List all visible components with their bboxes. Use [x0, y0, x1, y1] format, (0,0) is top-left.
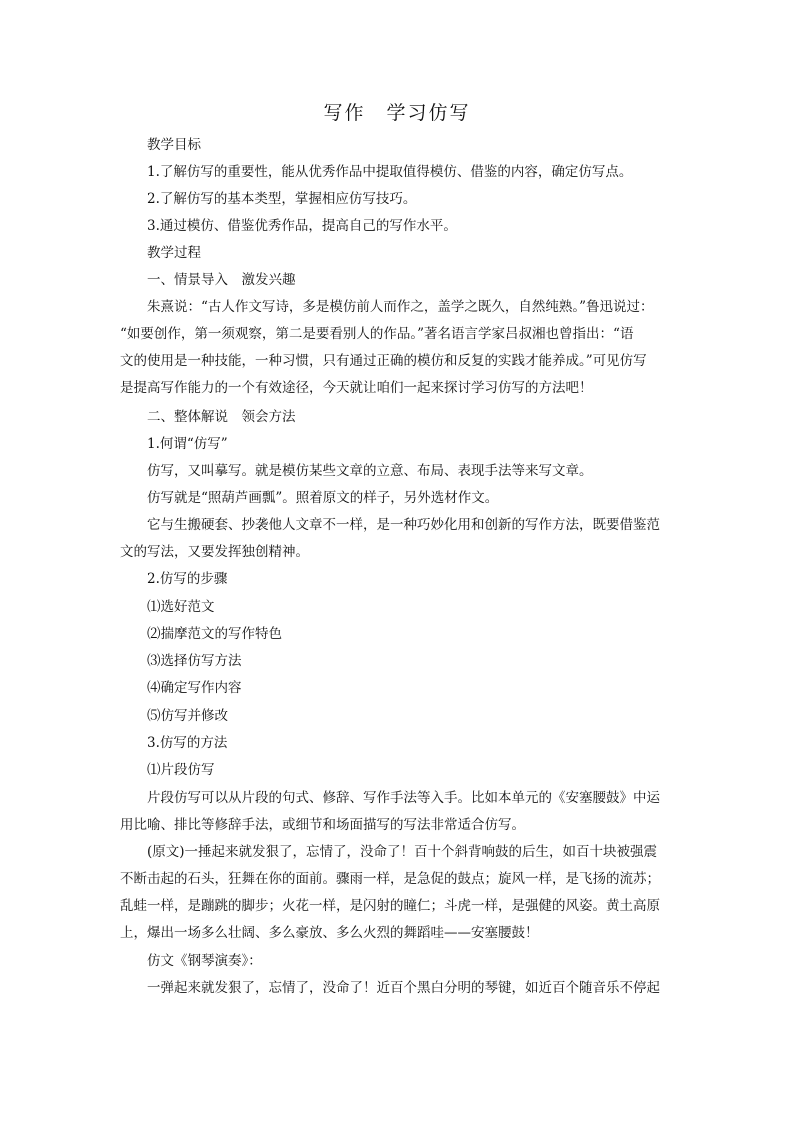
- document-title: 写作 学习仿写: [323, 102, 471, 124]
- section-heading-process: 教学过程: [147, 245, 201, 261]
- objective-item-2: 2.了解仿写的基本类型，掌握相应仿写技巧。: [147, 191, 417, 207]
- paragraph-line: 文的使用是一种技能，一种习惯，只有通过正确的模仿和反复的实践才能养成。”可见仿写: [120, 353, 647, 369]
- step-item-1: ⑴选好范文: [147, 599, 215, 615]
- paragraph-line: 是提高写作能力的一个有效途径，今天就让咱们一起来探讨学习仿写的方法吧！: [120, 380, 593, 396]
- subheading-steps: 2.仿写的步骤: [147, 571, 228, 587]
- step-item-5: ⑸仿写并修改: [147, 708, 228, 724]
- method-item-1: ⑴片段仿写: [147, 762, 215, 778]
- objective-item-3: 3.通过模仿、借鉴优秀作品，提高自己的写作水平。: [147, 218, 457, 234]
- step-item-3: ⑶选择仿写方法: [147, 653, 242, 669]
- subheading-methods: 3.仿写的方法: [147, 735, 228, 751]
- subheading-what-is-imitation: 1.何谓“仿写”: [147, 436, 228, 452]
- paragraph-line: 上，爆出一场多么壮阔、多么豪放、多么火烈的舞蹈哇——安塞腰鼓！: [120, 925, 539, 941]
- paragraph-line: 用比喻、排比等修辞手法，或细节和场面描写的写法非常适合仿写。: [120, 817, 525, 833]
- subheading-intro: 一、情景导入 激发兴趣: [147, 272, 296, 288]
- paragraph-line: (原文)一捶起来就发狠了，忘情了，没命了！百十个斜背响鼓的后生，如百十块被强震: [147, 844, 658, 860]
- paragraph-line: 仿写就是“照葫芦画瓢”。照着原文的样子，另外选材作文。: [147, 490, 499, 506]
- paragraph-line: 仿写，又叫摹写。就是模仿某些文章的立意、布局、表现手法等来写文章。: [147, 463, 593, 479]
- objective-item-1: 1.了解仿写的重要性，能从优秀作品中提取值得模仿、借鉴的内容，确定仿写点。: [147, 164, 633, 180]
- paragraph-line: 一弹起来就发狠了，忘情了，没命了！近百个黑白分明的琴键，如近百个随音乐不停起: [147, 980, 660, 996]
- step-item-2: ⑵揣摩范文的写作特色: [147, 626, 282, 642]
- subheading-method: 二、整体解说 领会方法: [147, 409, 296, 425]
- step-item-4: ⑷确定写作内容: [147, 680, 242, 696]
- paragraph-line: “如要创作，第一须观察，第二是要看别人的作品。”著名语言学家吕叔湘也曾指出：“语: [120, 326, 634, 342]
- section-heading-objectives: 教学目标: [147, 137, 201, 153]
- paragraph-line: 片段仿写可以从片段的句式、修辞、写作手法等入手。比如本单元的《安塞腰鼓》中运: [147, 790, 660, 806]
- paragraph-line: 不断击起的石头，狂舞在你的面前。骤雨一样，是急促的鼓点；旋风一样，是飞扬的流苏；: [120, 871, 660, 887]
- paragraph-line: 朱熹说：“古人作文写诗，多是模仿前人而作之，盖学之既久，自然纯熟。”鲁迅说过：: [147, 299, 654, 315]
- paragraph-line: 乱蛙一样，是蹦跳的脚步；火花一样，是闪射的瞳仁；斗虎一样，是强健的风姿。黄土高原: [120, 898, 660, 914]
- example-title: 仿文《钢琴演奏》：: [147, 953, 262, 969]
- paragraph-line: 文的写法，又要发挥独创精神。: [120, 544, 309, 560]
- paragraph-line: 它与生搬硬套、抄袭他人文章不一样，是一种巧妙化用和创新的写作方法，既要借鉴范: [147, 517, 660, 533]
